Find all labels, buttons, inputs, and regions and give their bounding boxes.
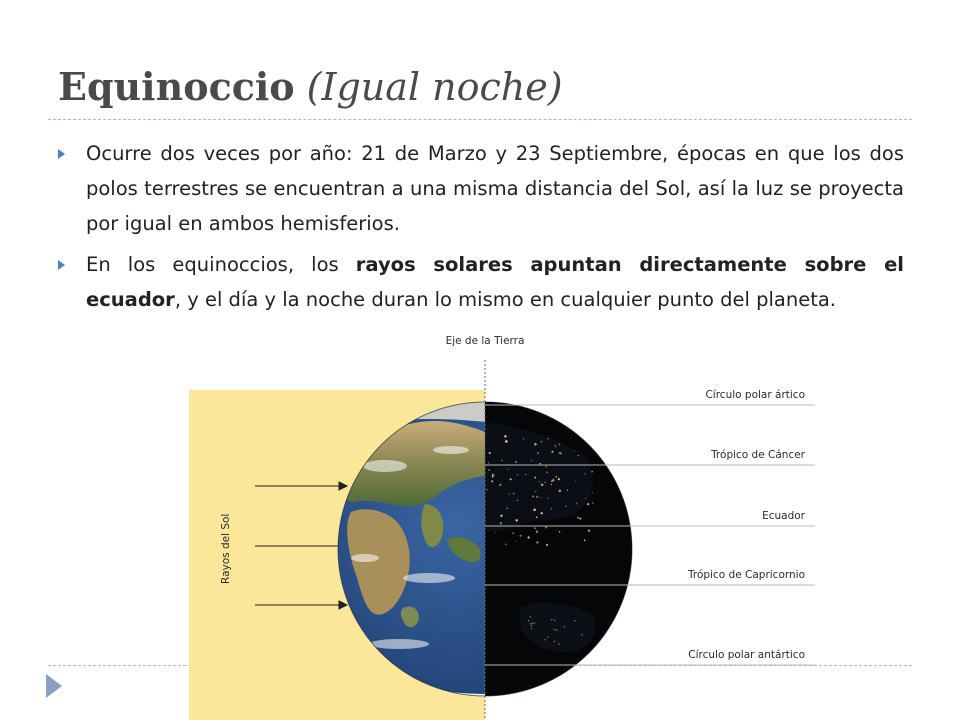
city-light-dot xyxy=(530,623,531,624)
city-light-dot xyxy=(587,503,589,505)
city-light-dot xyxy=(545,466,547,468)
city-light-dot xyxy=(592,502,594,504)
city-light-dot xyxy=(541,441,542,442)
city-light-dot xyxy=(544,639,545,640)
city-light-dot xyxy=(581,634,582,635)
city-light-dot xyxy=(578,455,580,457)
city-light-dot xyxy=(515,461,517,463)
city-light-dot xyxy=(577,517,579,519)
city-light-dot xyxy=(540,497,541,498)
city-light-dot xyxy=(558,444,560,446)
city-light-dot xyxy=(534,477,536,479)
city-light-dot xyxy=(534,623,535,624)
city-light-dot xyxy=(554,478,555,479)
city-light-dot xyxy=(499,484,502,487)
city-light-dot xyxy=(545,526,547,528)
city-light-dot xyxy=(486,489,488,491)
bullet-arrow-icon xyxy=(58,149,65,159)
city-light-dot xyxy=(505,440,506,441)
bullet-text: , y el día y la noche duran lo mismo en cualquier punto del planeta. xyxy=(174,288,837,311)
city-light-dot xyxy=(558,643,559,644)
city-light-dot xyxy=(559,490,561,492)
equinox-diagram-svg xyxy=(189,326,815,720)
city-light-dot xyxy=(500,522,502,524)
city-light-dot xyxy=(507,469,508,470)
city-light-dot xyxy=(564,626,565,627)
city-light-dot xyxy=(556,476,557,477)
city-light-dot xyxy=(491,480,493,482)
city-light-dot xyxy=(535,491,536,492)
city-light-dot xyxy=(492,476,494,478)
city-light-dot xyxy=(505,544,507,546)
city-light-dot xyxy=(554,629,555,630)
city-light-dot xyxy=(585,498,586,499)
city-light-dot xyxy=(530,616,531,617)
city-light-dot xyxy=(528,620,529,621)
city-light-dot xyxy=(551,508,553,510)
city-light-dot xyxy=(536,541,538,543)
city-light-dot xyxy=(488,462,489,463)
city-light-dot xyxy=(551,619,552,620)
title-main: Equinoccio xyxy=(58,64,295,109)
city-light-dot xyxy=(547,472,548,473)
bullet-text: En los equinoccios, los xyxy=(86,253,356,276)
city-light-dot xyxy=(573,450,574,451)
title-divider xyxy=(48,119,912,120)
city-light-dot xyxy=(523,438,524,439)
title-paren: (Igual noche) xyxy=(306,65,563,109)
nav-arrow-icon[interactable] xyxy=(46,674,62,698)
city-light-dot xyxy=(588,530,590,532)
city-light-dot xyxy=(574,620,575,621)
city-light-dot xyxy=(510,478,512,480)
earth-axis-label: Eje de la Tierra xyxy=(445,335,525,347)
city-light-dot xyxy=(513,492,515,494)
city-light-dot xyxy=(539,481,540,482)
city-light-dot xyxy=(532,495,534,497)
city-light-dot xyxy=(558,452,560,454)
equinox-diagram xyxy=(189,326,815,720)
city-light-dot xyxy=(533,509,536,512)
city-light-dot xyxy=(532,623,533,624)
bullet-item xyxy=(58,247,904,317)
city-light-dot xyxy=(536,530,538,532)
city-light-dot xyxy=(516,541,517,542)
city-light-dot xyxy=(531,625,532,626)
city-light-dot xyxy=(559,531,560,532)
city-light-dot xyxy=(501,460,503,462)
city-light-dot xyxy=(539,463,541,465)
city-light-dot xyxy=(534,527,536,529)
city-light-dot xyxy=(536,517,538,519)
city-light-dot xyxy=(552,479,554,481)
city-light-dot xyxy=(556,629,557,630)
bullet-item xyxy=(58,136,904,241)
slide-title xyxy=(58,64,563,110)
city-light-dot xyxy=(501,515,503,517)
city-light-dot xyxy=(558,478,560,480)
latitude-label: Trópico de Cáncer xyxy=(711,449,805,461)
city-light-dot xyxy=(551,484,552,485)
sun-rays-label: Rayos del Sol xyxy=(220,513,232,584)
city-light-dot xyxy=(555,446,556,447)
city-light-dot xyxy=(504,435,506,437)
city-light-dot xyxy=(555,445,557,447)
city-light-dot xyxy=(534,443,537,446)
bullet-arrow-icon xyxy=(58,260,65,270)
latitude-label: Ecuador xyxy=(762,510,805,522)
city-light-dot xyxy=(488,469,490,471)
city-light-dot xyxy=(554,641,555,642)
city-light-dot xyxy=(592,492,593,493)
city-light-dot xyxy=(541,484,543,486)
city-light-dot xyxy=(512,532,514,534)
city-light-dot xyxy=(531,628,532,629)
city-light-dot xyxy=(591,471,593,473)
city-light-dot xyxy=(546,544,548,546)
city-light-dot xyxy=(548,498,549,499)
latitude-label: Círculo polar antártico xyxy=(688,649,805,661)
city-light-dot xyxy=(493,474,494,475)
city-light-dot xyxy=(492,474,494,476)
city-light-dot xyxy=(517,474,519,476)
city-light-dot xyxy=(554,620,555,621)
city-light-dot xyxy=(545,482,546,483)
bullet-list xyxy=(58,136,904,323)
city-light-dot xyxy=(489,452,491,454)
city-light-dot xyxy=(565,506,566,507)
bullet-text: Ocurre dos veces por año: 21 de Marzo y 23 Septiembre, épocas en que los dos polos terrestres se encuentran a una misma distancia del Sol, así la luz se proyecta por igual en ambos hemisferios. xyxy=(86,142,904,235)
city-light-dot xyxy=(541,512,543,514)
city-light-dot xyxy=(495,532,496,533)
city-light-dot xyxy=(579,518,581,520)
city-light-dot xyxy=(525,474,526,475)
city-light-dot xyxy=(507,508,508,509)
city-light-dot xyxy=(536,496,538,498)
city-light-dot xyxy=(520,535,522,537)
latitude-label: Trópico de Capricornio xyxy=(688,569,805,581)
city-light-dot xyxy=(584,473,585,474)
city-light-dot xyxy=(531,460,533,462)
city-light-dot xyxy=(547,637,548,638)
city-light-dot xyxy=(537,452,539,454)
latitude-label: Círculo polar ártico xyxy=(705,389,805,401)
bullet-text-bold: rayos solares apuntan directamente sobre el ecuador xyxy=(86,253,904,311)
city-light-dot xyxy=(567,489,568,490)
city-light-dot xyxy=(547,438,549,440)
city-light-dot xyxy=(528,536,530,538)
city-light-dot xyxy=(516,519,518,521)
city-light-dot xyxy=(551,451,553,453)
city-light-dot xyxy=(576,503,578,505)
city-light-dot xyxy=(508,493,510,495)
city-light-dot xyxy=(584,539,586,541)
city-light-dot xyxy=(517,500,518,501)
city-light-dot xyxy=(575,481,576,482)
